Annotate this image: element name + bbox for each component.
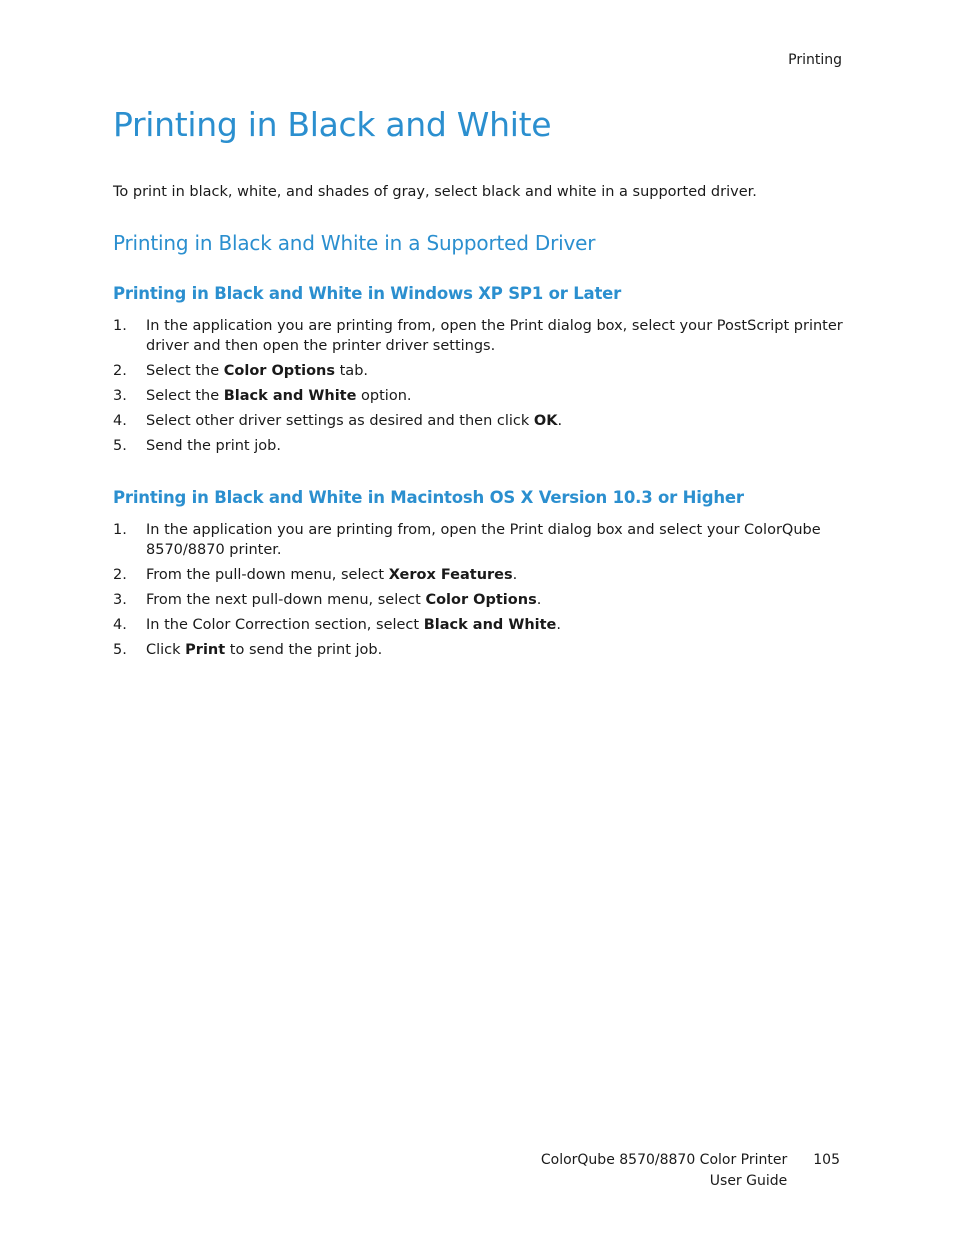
footer-document-info bbox=[541, 1150, 787, 1192]
list-item bbox=[113, 640, 843, 660]
page-number: 105 bbox=[813, 1152, 840, 1168]
list-item bbox=[113, 436, 843, 456]
step-number: 4. bbox=[113, 617, 127, 633]
step-number: 2. bbox=[113, 363, 127, 379]
list-item bbox=[113, 590, 843, 610]
step-text: . bbox=[512, 567, 518, 583]
list-item bbox=[113, 565, 843, 585]
list-item bbox=[113, 361, 843, 381]
list-item bbox=[113, 520, 843, 560]
page-title: Printing in Black and White bbox=[113, 105, 552, 144]
step-text: From the next pull-down menu, select bbox=[146, 592, 426, 608]
step-text: . bbox=[556, 617, 561, 633]
subsection-heading: Printing in Black and White in a Supported Driver bbox=[113, 231, 596, 255]
step-number: 3. bbox=[113, 592, 127, 608]
step-bold-term: Color Options bbox=[425, 592, 537, 608]
step-bold-term: Black and White bbox=[223, 388, 357, 404]
step-text: Click bbox=[146, 642, 186, 658]
step-bold-term: Color Options bbox=[223, 363, 336, 379]
step-number: 5. bbox=[113, 642, 127, 658]
list-item bbox=[113, 386, 843, 406]
step-text: In the Color Correction section, select bbox=[146, 617, 424, 633]
page-footer bbox=[541, 1150, 840, 1192]
step-text: From the pull-down menu, select bbox=[146, 567, 389, 583]
step-number: 4. bbox=[113, 413, 127, 429]
intro-paragraph: To print in black, white, and shades of gray, select black and white in a supported driver. bbox=[113, 184, 757, 200]
step-text: In the application you are printing from, open the Print dialog box and select your ColorQube 8570/8870 printer. bbox=[146, 522, 821, 558]
step-text: Select the bbox=[146, 388, 224, 404]
step-number: 2. bbox=[113, 567, 127, 583]
step-bold-term: OK bbox=[533, 413, 558, 429]
step-text: . bbox=[557, 413, 563, 429]
step-bold-term: Black and White bbox=[423, 617, 557, 633]
step-text: option. bbox=[356, 388, 412, 404]
footer-guide: User Guide bbox=[709, 1173, 788, 1189]
step-bold-term: Xerox Features bbox=[388, 567, 513, 583]
list-item bbox=[113, 615, 843, 635]
step-number: 5. bbox=[113, 438, 127, 454]
step-text: Select the bbox=[146, 363, 224, 379]
step-text: tab. bbox=[335, 363, 369, 379]
step-text: . bbox=[536, 592, 542, 608]
step-text: to send the print job. bbox=[225, 642, 383, 658]
step-number: 1. bbox=[113, 522, 127, 538]
list-item bbox=[113, 411, 843, 431]
step-number: 1. bbox=[113, 318, 127, 334]
step-text: Select other driver settings as desired and then click bbox=[146, 413, 534, 429]
step-bold-term: Print bbox=[185, 642, 226, 658]
mac-heading: Printing in Black and White in Macintosh OS X Version 10.3 or Higher bbox=[113, 488, 744, 507]
windows-heading: Printing in Black and White in Windows XP SP1 or Later bbox=[113, 284, 622, 303]
step-text: In the application you are printing from, open the Print dialog box, select your PostScript printer driver and then open the printer driver settings. bbox=[146, 318, 843, 354]
step-number: 3. bbox=[113, 388, 127, 404]
step-text: Send the print job. bbox=[146, 438, 281, 454]
list-item bbox=[113, 316, 843, 356]
page-content bbox=[113, 100, 843, 665]
running-header: Printing bbox=[788, 52, 842, 68]
footer-product: ColorQube 8570/8870 Color Printer bbox=[540, 1152, 788, 1168]
windows-steps bbox=[113, 316, 843, 456]
mac-steps bbox=[113, 520, 843, 660]
